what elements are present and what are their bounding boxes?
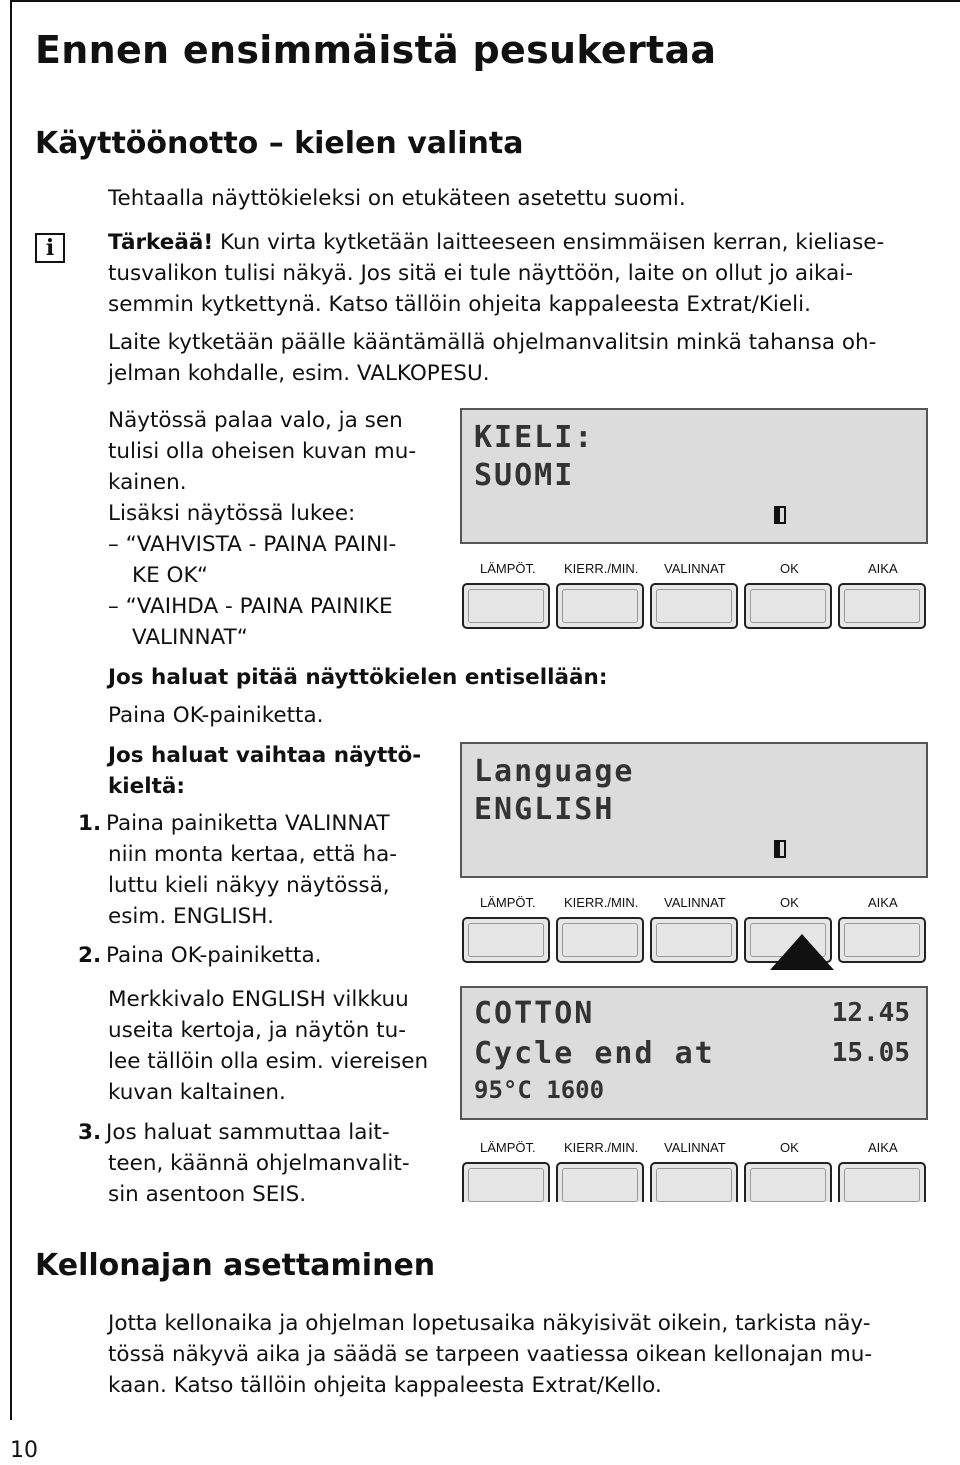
- page-title: Ennen ensimmäistä pesukertaa: [35, 28, 717, 72]
- spin-button[interactable]: [556, 1162, 644, 1202]
- lcd-line-1: KIELI:: [474, 420, 595, 455]
- cursor-icon: [774, 840, 786, 858]
- cursor-icon: [774, 506, 786, 524]
- options-button[interactable]: [650, 583, 738, 629]
- arrow-up-icon: [770, 934, 834, 970]
- ok-button[interactable]: [744, 1162, 832, 1202]
- lcd-line-1: Language: [474, 754, 635, 789]
- control-panel-3: COTTON 12.45 Cycle end at 15.05 95°C 1600 LÄMPÖT. KIERR./MIN. VALINNAT OK AIKA: [460, 986, 930, 1216]
- also-label: Lisäksi näytössä lukee:: [108, 501, 356, 526]
- lcd-display: [460, 742, 928, 878]
- time-button[interactable]: [838, 917, 926, 963]
- lcd-end-time: 15.05: [831, 1038, 910, 1068]
- options-button[interactable]: [650, 1162, 738, 1202]
- lcd-display: [460, 408, 928, 544]
- page-border-left: [10, 0, 12, 1420]
- temp-button[interactable]: [462, 583, 550, 629]
- keep-language-text: Paina OK-painiketta.: [108, 703, 324, 728]
- spin-button[interactable]: [556, 583, 644, 629]
- temp-button[interactable]: [462, 917, 550, 963]
- control-panel-1: KIELI: SUOMI LÄMPÖT. KIERR./MIN. VALINNAT OK AIKA: [460, 408, 930, 638]
- step-3: 3. Jos haluat sammuttaa lait- teen, käännä ohjelmanvalit- sin asentoon SEIS.: [78, 1120, 410, 1207]
- ok-button[interactable]: [744, 583, 832, 629]
- lcd-line-2: Cycle end at: [474, 1036, 715, 1071]
- time-button[interactable]: [838, 1162, 926, 1202]
- intro-text: Tehtaalla näyttökieleksi on etukäteen asetettu suomi.: [108, 186, 686, 211]
- time-button[interactable]: [838, 583, 926, 629]
- lcd-display: [460, 986, 928, 1120]
- info-icon: i: [35, 233, 65, 263]
- section-heading-clock: Kellonajan asettaminen: [35, 1248, 436, 1283]
- blink-text: Merkkivalo ENGLISH vilkkuu useita kertoja, ja näytön tu- lee tällöin olla esim. viereisen kuvan kaltainen.: [108, 987, 429, 1105]
- clock-text: Jotta kellonaika ja ohjelman lopetusaika näkyisivät oikein, tarkista näy- tössä näkyvä aika ja säädä se tarpeen vaatiessa oikean kellonajan mu- kaan. Katso tällöin ohjeita kappaleesta Extrat/Kello.: [108, 1311, 873, 1398]
- spin-button[interactable]: [556, 917, 644, 963]
- page-border-top: [10, 0, 960, 2]
- options-button[interactable]: [650, 917, 738, 963]
- lcd-line-3: 95°C 1600: [474, 1076, 605, 1104]
- page-number: 10: [10, 1438, 38, 1463]
- step-1: 1. Paina painiketta VALINNAT niin monta kertaa, että ha- luttu kieli näkyy näytössä, esim. ENGLISH.: [78, 811, 398, 929]
- lcd-line-1: COTTON: [474, 996, 595, 1031]
- lcd-line-2: SUOMI: [474, 458, 575, 493]
- display-text: Näytössä palaa valo, ja sen tulisi olla oheisen kuvan mu- kainen. Lisäksi näytössä lukee: – “VAHVISTA - PAINA PAINI- KE OK“ – “VAIHDA - PAINA PAINIKE VALINNAT“: [108, 408, 417, 650]
- important-note: Tärkeää! Kun virta kytketään laitteeseen ensimmäisen kerran, kieliase- tusvalikon tulisi näkyä. Jos sitä ei tule näyttöön, laite on ollut jo aikai- semmin kytkettynä. Katso tällöin ohjeita kappaleesta Extrat/Kieli.: [108, 230, 885, 317]
- lcd-clock: 12.45: [831, 998, 910, 1028]
- lcd-line-2: ENGLISH: [474, 792, 615, 827]
- section-heading-language: Käyttöönotto – kielen valinta: [35, 126, 524, 161]
- control-panel-2: Language ENGLISH LÄMPÖT. KIERR./MIN. VALINNAT OK AIKA: [460, 742, 930, 972]
- keep-language-heading: Jos haluat pitää näyttökielen entisellään:: [108, 665, 608, 690]
- change-language-heading: Jos haluat vaihtaa näyttö- kieltä:: [108, 743, 422, 799]
- button-row: [460, 583, 930, 631]
- step-2: 2. Paina OK-painiketta.: [78, 943, 322, 968]
- button-row: [460, 917, 930, 965]
- temp-button[interactable]: [462, 1162, 550, 1202]
- turn-on-text: Laite kytketään päälle kääntämällä ohjelmanvalitsin minkä tahansa oh- jelman kohdalle, esim. VALKOPESU.: [108, 330, 877, 386]
- important-label: Tärkeää!: [108, 230, 214, 255]
- button-row: [460, 1162, 930, 1202]
